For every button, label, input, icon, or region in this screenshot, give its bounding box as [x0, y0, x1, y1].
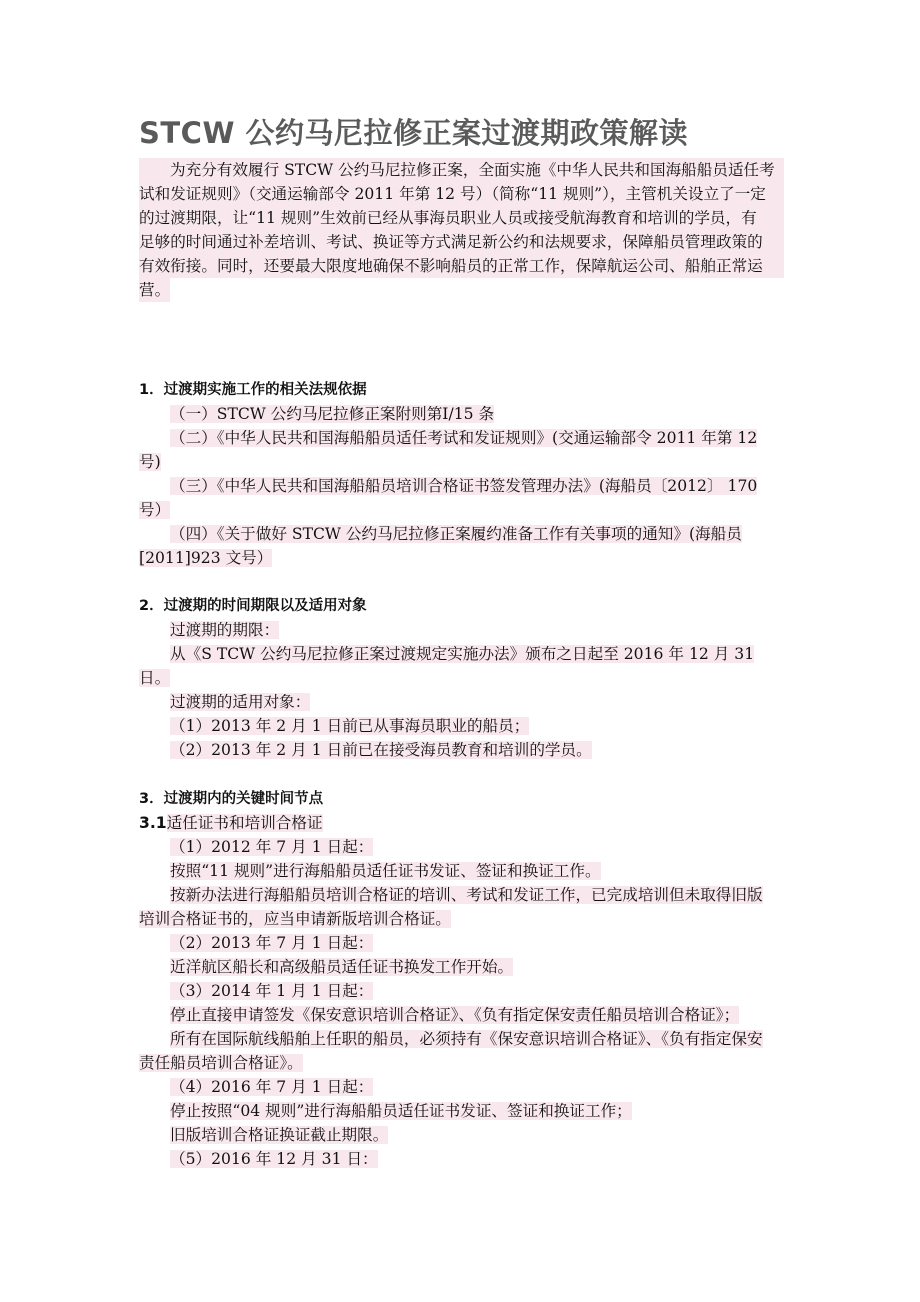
intro-paragraph	[139, 158, 784, 302]
section-key-dates	[139, 787, 789, 1171]
section-heading: 3．过渡期内的关键时间节点	[139, 791, 324, 807]
text-line: 过渡期的适用对象：	[170, 693, 311, 711]
intro-line: 试和发证规则》（交通运输部令 2011 年第 12 号）（简称“11 规则”），主管机关设立了一定	[139, 182, 784, 206]
text-line: 所有在国际航线船舶上任职的船员，必须持有《保安意识培训合格证》、《负有指定保安	[170, 1030, 763, 1048]
date-node: （1）2012 年 7 月 1 日起：	[170, 838, 374, 856]
date-node: （2）2013 年 7 月 1 日起：	[170, 934, 374, 952]
list-item: （三）《中华人民共和国海船船员培训合格证书签发管理办法》(海船员〔2012〕 170	[170, 477, 758, 495]
date-node: （4）2016 年 7 月 1 日起：	[170, 1078, 374, 1096]
text-line: （2）2013 年 2 月 1 日前已在接受海员教育和培训的学员。	[170, 741, 592, 759]
date-node: （3）2014 年 1 月 1 日起：	[170, 982, 374, 1000]
section-heading: 1．过渡期实施工作的相关法规依据	[139, 382, 367, 398]
date-node: （5）2016 年 12 月 31 日：	[170, 1150, 378, 1168]
list-item-continued: 号)	[139, 453, 161, 471]
text-line: 停止直接申请签发《保安意识培训合格证》、《负有指定保安责任船员培训合格证》；	[170, 1006, 740, 1024]
text-line: 旧版培训合格证换证截止期限。	[170, 1126, 389, 1144]
list-item: （一）STCW 公约马尼拉修正案附则第Ⅰ/15 条	[170, 405, 495, 423]
section-period-and-scope	[139, 594, 789, 762]
text-line-continued: 日。	[139, 669, 171, 687]
section-legal-basis	[139, 378, 789, 570]
list-item: （二）《中华人民共和国海船船员适任考试和发证规则》(交通运输部令 2011 年第 12	[170, 429, 758, 447]
text-line: 过渡期的期限：	[170, 621, 280, 639]
list-item: （四）《关于做好 STCW 公约马尼拉修正案履约准备工作有关事项的通知》(海船员	[170, 525, 742, 543]
intro-line: 有效衔接。同时，还要最大限度地确保不影响船员的正常工作，保障航运公司、船舶正常运	[139, 254, 784, 278]
list-item-continued: 号）	[139, 501, 171, 519]
text-line: 近洋航区船长和高级船员适任证书换发工作开始。	[170, 958, 514, 976]
intro-line: 营。	[139, 278, 170, 302]
text-line-continued: 责任船员培训合格证》。	[139, 1054, 303, 1072]
subsection-title: 适任证书和培训合格证	[166, 814, 323, 832]
intro-line: 为充分有效履行 STCW 公约马尼拉修正案，全面实施《中华人民共和国海船船员适任考	[139, 158, 784, 182]
text-line: 按新办法进行海船船员培训合格证的培训、考试和发证工作，已完成培训但未取得旧版	[170, 886, 763, 904]
subsection-number: 3.1	[139, 814, 167, 832]
intro-line: 足够的时间通过补差培训、考试、换证等方式满足新公约和法规要求，保障船员管理政策的	[139, 230, 784, 254]
text-line-continued: 培训合格证书的，应当申请新版培训合格证。	[139, 910, 451, 928]
text-line: 从《S TCW 公约马尼拉修正案过渡规定实施办法》颁布之日起至 2016 年 12 月 31	[170, 645, 755, 663]
list-item-continued: [2011]923 文号）	[139, 549, 273, 567]
section-heading: 2．过渡期的时间期限以及适用对象	[139, 598, 367, 614]
text-line: 按照“11 规则”进行海船船员适任证书发证、签证和换证工作。	[170, 862, 601, 880]
text-line: （1）2013 年 2 月 1 日前已从事海员职业的船员；	[170, 717, 530, 735]
subsection-heading	[139, 811, 789, 835]
document-title: STCW 公约马尼拉修正案过渡期政策解读	[139, 116, 689, 150]
text-line: 停止按照“04 规则”进行海船船员适任证书发证、签证和换证工作；	[170, 1102, 632, 1120]
intro-line: 的过渡期限，让“11 规则”生效前已经从事海员职业人员或接受航海教育和培训的学员，有	[139, 206, 784, 230]
